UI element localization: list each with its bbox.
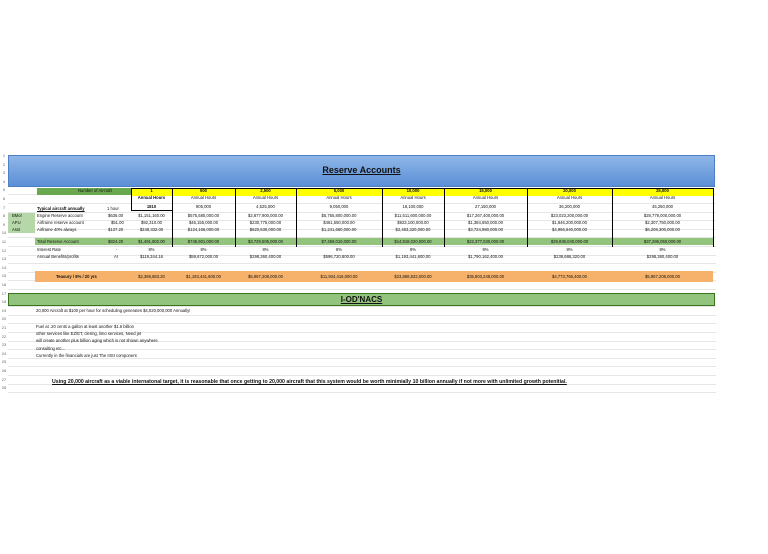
- column-border: [612, 188, 714, 247]
- cell-interest[interactable]: 8%: [482, 247, 489, 252]
- cell-total[interactable]: $1,491,802.00: [138, 239, 165, 244]
- section-title: I-OD'NACS: [340, 295, 383, 304]
- cell-treasury[interactable]: $23,868,832,000.00: [394, 274, 432, 279]
- label-typical: Typical aircraft annually: [37, 206, 85, 211]
- cell-treasury[interactable]: $1,193,441,600.00: [186, 274, 221, 279]
- cell-benefit[interactable]: $298,360,400.00: [249, 254, 282, 259]
- rate-airframe: $137.20: [108, 227, 124, 232]
- cell-hours[interactable]: 45,250,000: [652, 204, 673, 209]
- cell-interest[interactable]: 8%: [409, 247, 417, 252]
- row-number: 16: [1, 282, 7, 287]
- annual-hours-header: Annual Hours: [472, 195, 499, 200]
- cell-benefit[interactable]: $119,344.16: [140, 254, 163, 259]
- rate-apu: $51.00: [111, 220, 124, 225]
- cell-engine[interactable]: $1,151,160.00: [138, 213, 165, 218]
- cell-interest[interactable]: 8%: [262, 247, 269, 252]
- cell-apu[interactable]: $461,550,000.00: [323, 220, 355, 225]
- row-number: 4: [2, 178, 6, 184]
- note-0: 20,000 Aircraft at $100 per hour for scheduling generates $4,020,000,000 Annually!: [36, 308, 191, 313]
- cell-hours[interactable]: 4,525,000: [256, 204, 275, 209]
- row-number: 2: [2, 161, 6, 167]
- note-1: Fuel at .20 cents a gallon at least another $1.6 billion: [36, 324, 135, 329]
- cell-apu[interactable]: $92,310.00: [141, 220, 162, 225]
- note-5: Currently in the financials are just The IIISI component: [36, 353, 137, 358]
- row-number: 6: [2, 196, 6, 201]
- cell-treasury[interactable]: $2,386,883.20: [138, 274, 165, 279]
- cell-hours[interactable]: 905,000: [195, 204, 212, 209]
- rate-benefits: AI: [114, 254, 118, 259]
- column-border: [172, 188, 236, 247]
- cell-apu[interactable]: $46,155,000.00: [188, 220, 219, 225]
- cell-engine[interactable]: $11,511,600,000.00: [394, 213, 432, 218]
- note-2: other services like EZ/ET, clering, limo services, Need jet: [36, 331, 142, 336]
- cell-engine[interactable]: $2,877,900,000.00: [248, 213, 283, 218]
- cell-aircraft[interactable]: 2,500: [260, 188, 271, 193]
- page-title: Reserve Accounts: [322, 165, 401, 175]
- cell-aircraft[interactable]: 5,000: [333, 188, 345, 193]
- column-border: [382, 188, 445, 247]
- row-numbers: [0, 152, 8, 398]
- grid-line: [8, 375, 716, 376]
- cell-hours[interactable]: 9,050,000: [329, 204, 349, 209]
- cell-interest[interactable]: 8%: [659, 247, 666, 252]
- row-number: 17: [1, 290, 7, 296]
- row-number: 11: [1, 239, 7, 244]
- side-label-2: Asst: [12, 227, 21, 232]
- cell-engine[interactable]: $17,267,400,000.00: [466, 213, 505, 218]
- conclusion-text: Using 20,000 aircraft as a viable internatonal target, it is reasonable that once getting to 20,000 aircraft that this system would be worth minimially 10 billion annually if not more with unlimited growth potenitial.: [52, 379, 567, 385]
- row-number: 13: [1, 256, 7, 262]
- row-number: 15: [1, 273, 7, 279]
- cell-benefit[interactable]: $298,360,400.00: [646, 254, 679, 259]
- cell-hours[interactable]: 18,100,000: [402, 204, 424, 209]
- cell-aircraft[interactable]: 500: [200, 188, 207, 193]
- note-4: consulting etc...: [36, 346, 66, 351]
- rate-interest: -: [116, 247, 118, 252]
- cell-benefit[interactable]: $1,193,441,600.00: [395, 254, 431, 259]
- cell-treasury[interactable]: $5,967,208,000.00: [248, 274, 283, 279]
- row-number: 5: [2, 187, 6, 193]
- cell-total[interactable]: $745,901,000.00: [187, 239, 220, 244]
- cell-aircraft[interactable]: 25,000: [656, 188, 669, 193]
- cell-airframe[interactable]: $2,483,320,000.00: [395, 227, 431, 232]
- cell-engine[interactable]: $28,779,000,000.00: [643, 213, 682, 218]
- cell-apu[interactable]: $2,307,750,000.00: [645, 220, 680, 225]
- cell-engine[interactable]: $5,755,800,000.00: [321, 213, 357, 218]
- row-number: 21: [1, 325, 7, 330]
- cell-benefit[interactable]: $1,790,162,400.00: [468, 254, 503, 259]
- grid-line: [8, 349, 716, 350]
- label-airframe: Airframe 40% always: [37, 227, 77, 232]
- row-number: 25: [1, 359, 7, 365]
- cell-hours[interactable]: 27,150,000: [475, 204, 496, 209]
- cell-treasury[interactable]: $35,803,248,000.00: [466, 274, 505, 279]
- side-label-0: BMol: [12, 213, 22, 218]
- cell-engine[interactable]: $23,023,200,000.00: [550, 213, 589, 218]
- section-banner: [8, 293, 715, 306]
- row-number: 22: [1, 333, 7, 339]
- cell-hours[interactable]: 1810: [146, 204, 157, 209]
- grid-line: [8, 289, 716, 290]
- cell-interest[interactable]: 8%: [148, 247, 155, 252]
- cell-benefit[interactable]: $59,672,000.00: [188, 254, 219, 259]
- cell-aircraft[interactable]: 10,000: [406, 188, 420, 193]
- cell-aircraft[interactable]: 1: [150, 188, 153, 193]
- row-number: 14: [1, 264, 7, 270]
- cell-apu[interactable]: $1,846,200,000.00: [552, 220, 587, 225]
- label-hour: 1 hour: [107, 206, 119, 211]
- cell-apu[interactable]: $1,384,650,000.00: [468, 220, 503, 225]
- cell-total[interactable]: $22,377,030,000.00: [466, 239, 505, 244]
- row-number: 9: [2, 221, 6, 227]
- cell-apu[interactable]: $230,775,000.00: [249, 220, 282, 225]
- annual-hours-header: Annual Hours: [137, 195, 166, 200]
- row-number: 23: [1, 342, 7, 348]
- column-border: [444, 188, 528, 247]
- cell-interest[interactable]: 8%: [335, 247, 343, 252]
- label-engine: Engine Reserve account: [37, 213, 83, 218]
- annual-hours-header: Annual Hours: [326, 195, 352, 200]
- cell-interest[interactable]: 8%: [566, 247, 573, 252]
- rate-total: $824.20: [108, 239, 124, 244]
- label-treasury: Teasury / 8% / 20 yrs: [56, 274, 97, 279]
- cell-benefit[interactable]: $238,686,320.00: [553, 254, 586, 259]
- row-number: 26: [1, 368, 7, 373]
- annual-hours-header: Annual Hours: [190, 195, 217, 200]
- label-benefits: Annual Benefits/profits: [37, 254, 79, 259]
- cell-total[interactable]: $37,295,050,000.00: [643, 239, 682, 244]
- cell-airframe[interactable]: $6,208,300,000.00: [645, 227, 680, 232]
- annual-hours-header: Annual Hours: [556, 195, 583, 200]
- cell-total[interactable]: $7,459,010,000.00: [321, 239, 357, 244]
- side-label-1: APU: [12, 220, 21, 225]
- cell-airframe[interactable]: $3,724,980,000.00: [468, 227, 503, 232]
- row-number: 3: [2, 170, 6, 176]
- annual-hours-header: Annual Hours: [252, 195, 279, 200]
- spreadsheet: [0, 152, 768, 398]
- rate-engine: $636.00: [108, 213, 124, 218]
- title-banner: [8, 155, 715, 187]
- grid-line: [8, 263, 716, 264]
- cell-airframe[interactable]: $1,241,660,000.00: [321, 227, 357, 232]
- row-number: 12: [1, 247, 7, 253]
- cell-total[interactable]: $14,918,020,000.00: [394, 239, 432, 244]
- column-border: [296, 188, 383, 247]
- row-number: 1: [2, 153, 6, 158]
- cell-engine[interactable]: $575,580,000.00: [187, 213, 220, 218]
- grid-line: [8, 315, 716, 316]
- note-3: will create another plus billion aging which is not shown anywhere: [36, 338, 158, 343]
- row-number: 28: [1, 385, 7, 391]
- cell-airframe[interactable]: $4,966,640,000.00: [552, 227, 587, 232]
- cell-treasury[interactable]: $5,967,208,000.00: [645, 274, 680, 279]
- cell-treasury[interactable]: $4,773,766,400.00: [552, 274, 587, 279]
- label-apu: Airframe reserve account: [37, 220, 84, 225]
- row-number: 27: [1, 376, 7, 382]
- column-border: [131, 188, 173, 211]
- annual-hours-header: Annual Hours: [400, 195, 426, 200]
- cell-total[interactable]: $29,836,040,000.00: [550, 239, 589, 244]
- cell-airframe[interactable]: $620,830,000.00: [249, 227, 282, 232]
- cell-benefit[interactable]: $596,720,800.00: [323, 254, 355, 259]
- row-number: 18: [1, 299, 7, 305]
- cell-airframe[interactable]: $124,166,000.00: [187, 227, 220, 232]
- cell-aircraft[interactable]: 20,000: [563, 188, 576, 193]
- row-number: 24: [1, 350, 7, 356]
- grid-line: [8, 366, 716, 367]
- grid-line: [8, 392, 716, 393]
- row-number: 20: [1, 316, 7, 322]
- label-total: Total Reserve Account: [37, 239, 79, 244]
- label-interest: Interest Rate: [37, 247, 61, 252]
- label-number-of-aircraft: Number of Aircraft: [78, 188, 112, 193]
- cell-treasury[interactable]: $11,934,416,000.00: [320, 274, 358, 279]
- column-border: [235, 188, 297, 247]
- row-number: 8: [2, 213, 6, 219]
- cell-airframe[interactable]: $248,332.00: [139, 227, 164, 232]
- annual-hours-header: Annual Hours: [649, 195, 676, 200]
- row-number: 10: [1, 230, 7, 236]
- cell-aircraft[interactable]: 15,000: [479, 188, 492, 193]
- cell-total[interactable]: $3,729,505,000.00: [248, 239, 283, 244]
- cell-interest[interactable]: 8%: [200, 247, 207, 252]
- row-number: 19: [1, 307, 7, 313]
- cell-hours[interactable]: 36,200,000: [559, 204, 580, 209]
- column-border: [527, 188, 613, 247]
- row-number: 7: [2, 204, 6, 210]
- cell-apu[interactable]: $923,100,000.00: [397, 220, 429, 225]
